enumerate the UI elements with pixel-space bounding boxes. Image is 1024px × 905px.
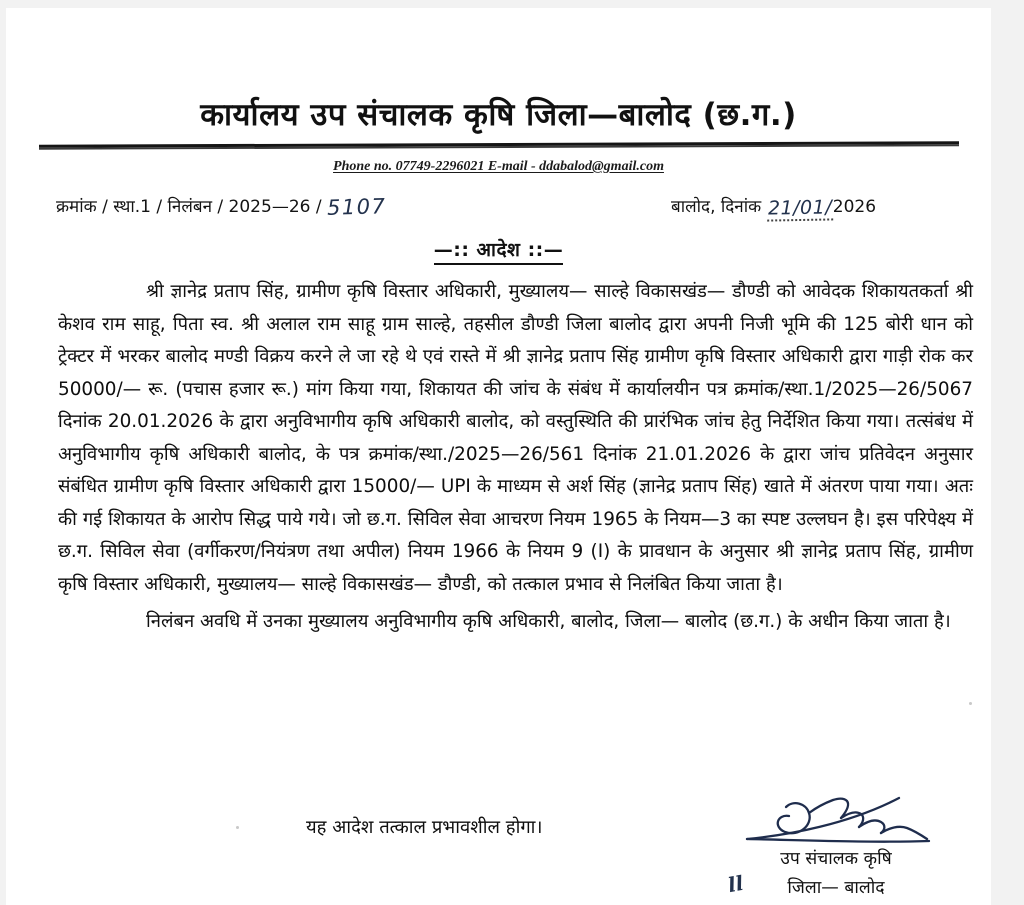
closing-line: यह आदेश तत्काल प्रभावशील होगा। <box>306 817 543 838</box>
signature-initial-mark: ll <box>726 870 746 898</box>
contact-line: Phone no. 07749-2296021 E-mail - ddabalod@gmail.com <box>333 158 664 174</box>
reference-number-handwritten: 5107 <box>326 194 387 220</box>
reference-number-block <box>56 194 386 219</box>
reference-date-row <box>6 194 991 228</box>
place-date-label: बालोद, दिनांक <box>671 197 762 217</box>
order-heading-wrapper <box>6 236 991 265</box>
document-body <box>58 276 973 639</box>
date-year-printed: 2026 <box>832 197 877 217</box>
office-title: कार्यालय उप संचालक कृषि जिला—बालोद (छ.ग.) <box>200 97 797 133</box>
signatory-district-row <box>706 870 966 899</box>
scan-speck <box>236 826 239 829</box>
letterhead <box>6 8 991 175</box>
scan-speck <box>969 702 972 705</box>
order-heading: —:: आदेश ::— <box>434 236 564 265</box>
body-paragraph-1: श्री ज्ञानेद्र प्रताप सिंह, ग्रामीण कृषि विस्तार अधिकारी, मुख्यालय— साल्हे विकासखंड— डौण्डी को आवेदक शिकायतकर्ता श्री केशव राम साहू, पिता स्व. श्री अलाल राम साहू ग्राम साल्हे, तहसील डौण्डी जिला बालोद द्वारा अपनी निजी भूमि की 125 बोरी धान को ट्रेक्टर में भरकर बालोद मण्डी विक्रय करने ले जा रहे थे एवं रास्ते में श्री ज्ञानेद्र प्रताप सिंह ग्रामीण कृषि विस्तार अधिकारी द्वारा गाड़ी रोक कर 50000/— रू. (पचास हजार रू.) मांग किया गया, शिकायत की जांच के संबंध में कार्यालयीन पत्र क्रमांक/स्था.1/2025—26/5067 दिनांक 20.01.2026 के द्वारा अनुविभागीय कृषि अधिकारी बालोद, को वस्तुस्थिति की प्रारंभिक जांच हेतु निर्देशित किया गया। तत्संबंध में अनुविभागीय कृषि अधिकारी बालोद, के पत्र क्रमांक/स्था./2025—26/561 दिनांक 21.01.2026 के द्वारा जांच प्रतिवेदन अनुसार संबंधित ग्रामीण कृषि विस्तार अधिकारी द्वारा 15000/— UPI के माध्यम से अर्श सिंह (ज्ञानेद्र प्रताप सिंह) खाते में अंतरण पाया गया। अतः की गई शिकायत के आरोप सिद्ध पाये गये। जो छ.ग. सिविल सेवा आचरण नियम 1965 के नियम—3 का स्पष्ट उल्लघन है। इस परिपेक्ष्य में छ.ग. सिविल सेवा (वर्गीकरण/नियंत्रण तथा अपील) नियम 1966 के नियम 9 (I) के प्रावधान के अनुसार श्री ज्ञानेद्र प्रताप सिंह, ग्रामीण कृषि विस्तार अधिकारी, मुख्यालय— साल्हे विकासखंड— डौण्डी, को तत्काल प्रभाव से निलंबित किया जाता है। <box>58 281 973 595</box>
reference-label: क्रमांक / स्था.1 / निलंबन / 2025—26 / <box>56 197 322 217</box>
signatory-designation: उप संचालक कृषि <box>780 849 892 869</box>
signature-block <box>706 794 966 899</box>
signatory-district: जिला— बालोद <box>787 878 885 898</box>
signature-mark-icon <box>729 794 944 850</box>
body-paragraph-2: निलंबन अवधि में उनका मुख्यालय अनुविभागीय कृषि अधिकारी, बालोद, जिला— बालोद (छ.ग.) के अधीन किया जाता है। <box>146 611 951 632</box>
place-date-block <box>671 194 876 221</box>
scanned-paper-sheet <box>6 8 991 905</box>
header-divider-rule <box>38 141 958 150</box>
date-handwritten: 21/01/ <box>766 196 833 221</box>
